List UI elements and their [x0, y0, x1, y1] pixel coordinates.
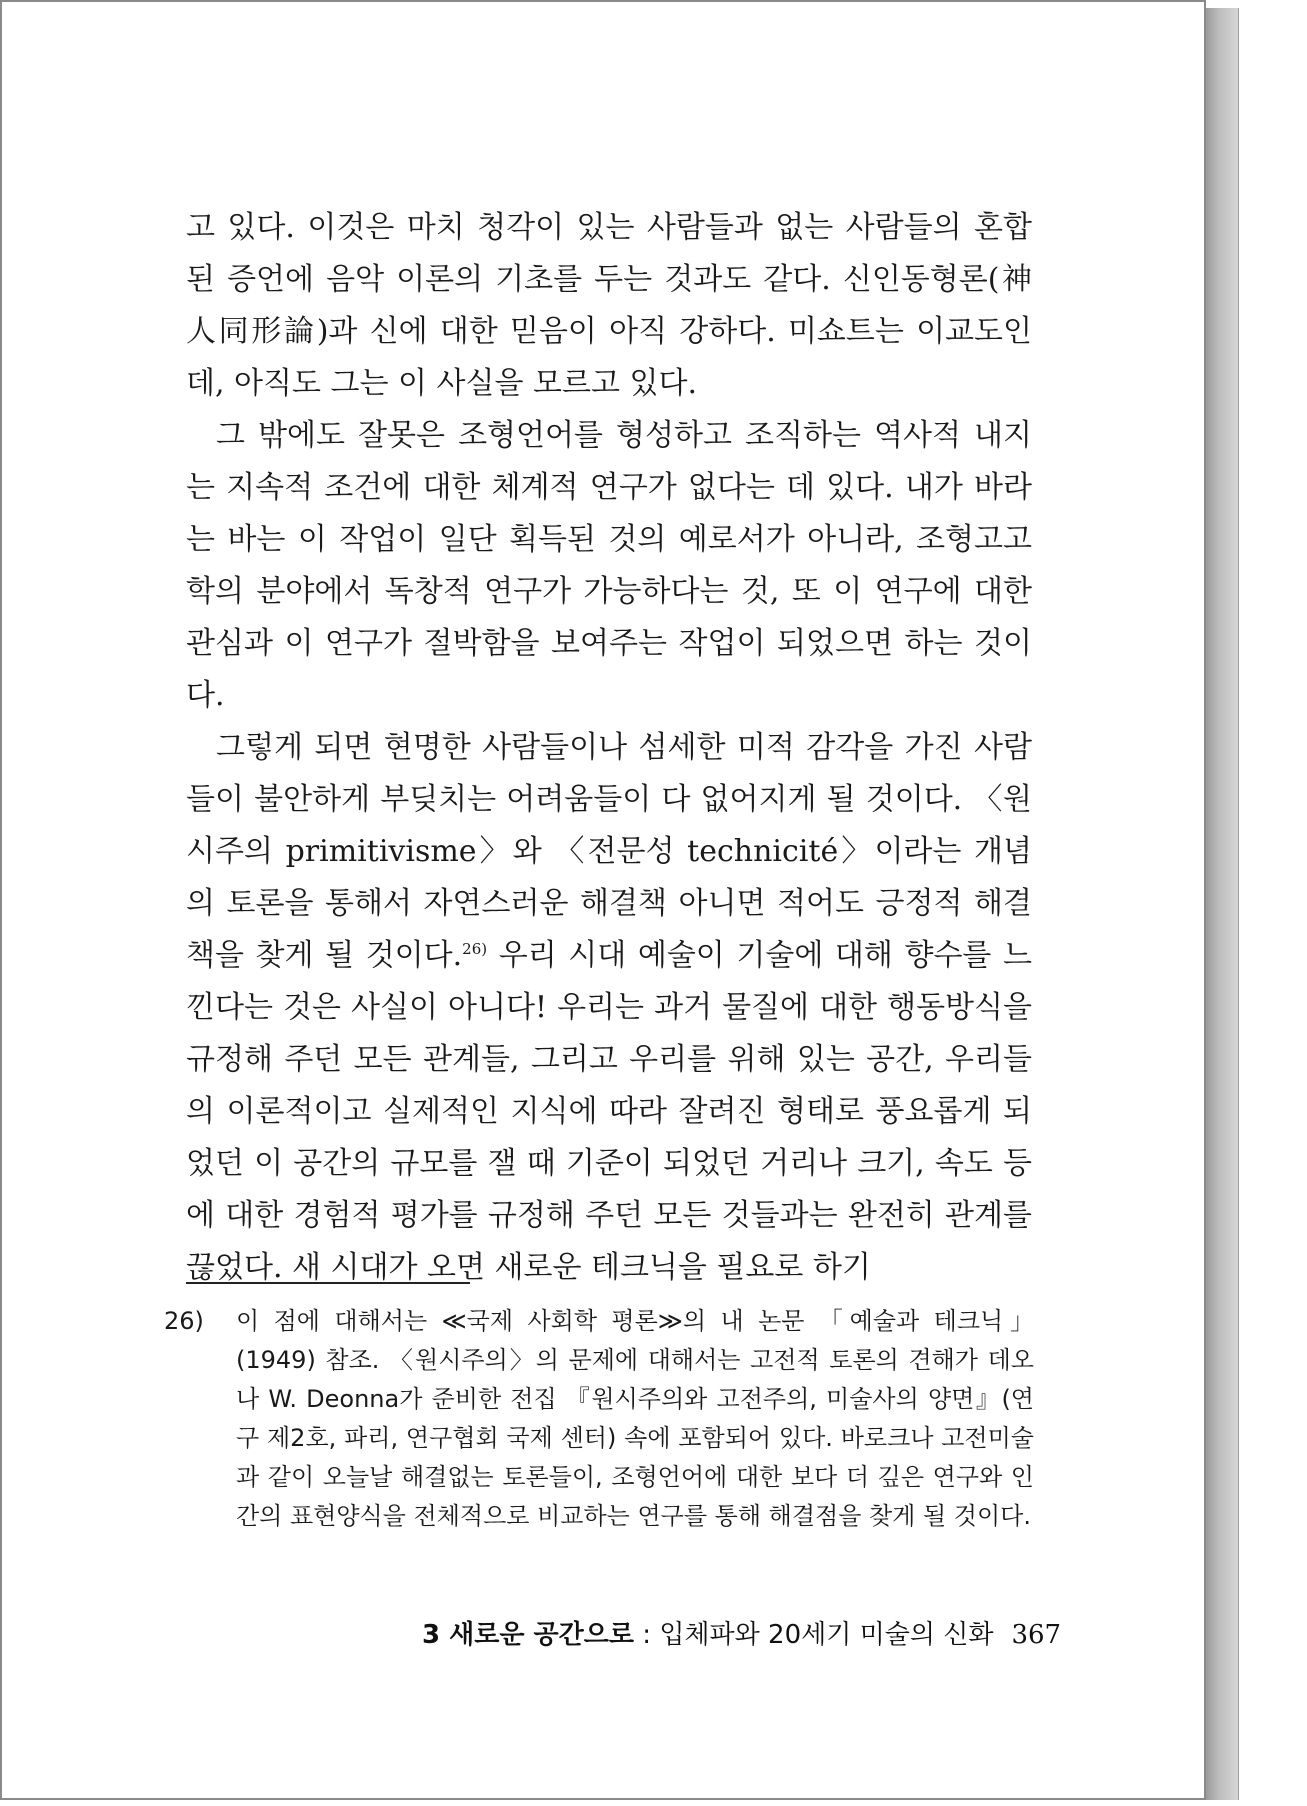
chapter-title: 3 새로운 공간으로 [422, 1620, 635, 1650]
paragraph-2: 그 밖에도 잘못은 조형언어를 형성하고 조직하는 역사적 내지는 지속적 조건에 대한 체계적 연구가 없다는 데 있다. 내가 바라는 바는 이 작업이 일단 획득된 것의 예로서가 아니라, 조형고고학의 분야에서 독창적 연구가 가능하다는 것, 또 이 연구에 대한 관심과 이 연구가 절박함을 보여주는 작업이 되었으면 하는 것이다. [186, 418, 1032, 713]
footnote-text: 이 점에 대해서는 ≪국제 사회학 평론≫의 내 논문 「예술과 테크닉」(1949) 참조. 〈원시주의〉의 문제에 대해서는 고전적 토론의 견해가 데오나 W. Deonna가 준비한 전집 『원시주의와 고전주의, 미술사의 양면』(연구 제2호, 파리, 연구협회 국제 센터) 속에 포함되어 있다. 바로크나 고전미술과 같이 오늘날 해결없는 토론들이, 조형언어에 대한 보다 더 깊은 연구와 인간의 표현양식을 전체적으로 비교하는 연구를 통해 해결점을 찾게 될 것이다. [236, 1307, 1034, 1530]
body-text [186, 202, 1032, 1294]
page-number: 367 [1011, 1620, 1062, 1650]
footnote-divider [186, 1282, 470, 1284]
chapter-subtitle: 입체파와 20세기 미술의 신화 [659, 1620, 994, 1650]
paragraph-3-part-b: 우리 시대 예술이 기술에 대해 향수를 느낀다는 것은 사실이 아니다! 우리는 과거 물질에 대한 행동방식을 규정해 주던 모든 관계들, 그리고 우리를 위해 있는 공간, 우리들의 이론적이고 실제적인 지식에 따라 잘려진 형태로 풍요롭게 되었던 이 공간의 규모를 잴 때 기준이 되었던 거리나 크기, 속도 등에 대한 경험적 평가를 규정해 주던 모든 것들과는 완전히 관계를 끊었다. 새 시대가 오면 새로운 테크닉을 필요로 하기 [186, 938, 1032, 1285]
footer-separator: : [634, 1620, 660, 1650]
footnote-body [164, 1302, 1034, 1536]
footnote-reference[interactable]: 26) [462, 940, 488, 958]
page-edge-shadow [1206, 8, 1239, 1800]
running-footer [422, 1614, 1062, 1651]
footnote-number: 26) [164, 1307, 204, 1335]
paragraph-3-part-a: 그렇게 되면 현명한 사람들이나 섬세한 미적 감각을 가진 사람들이 불안하게 부딪치는 어려움들이 다 없어지게 될 것이다. 〈원시주의 primitivisme〉와 〈전문성 technicité〉이라는 개념의 토론을 통해서 자연스러운 해결책 아니면 적어도 긍정적 해결책을 찾게 될 것이다. [186, 730, 1032, 973]
paragraph-1: 고 있다. 이것은 마치 청각이 있는 사람들과 없는 사람들의 혼합된 증언에 음악 이론의 기초를 두는 것과도 같다. 신인동형론(神人同形論)과 신에 대한 믿음이 아직 강하다. 미쇼트는 이교도인데, 아직도 그는 이 사실을 모르고 있다. [186, 210, 1032, 401]
paragraph-3 [186, 722, 1032, 1294]
footnote [164, 1302, 1034, 1536]
